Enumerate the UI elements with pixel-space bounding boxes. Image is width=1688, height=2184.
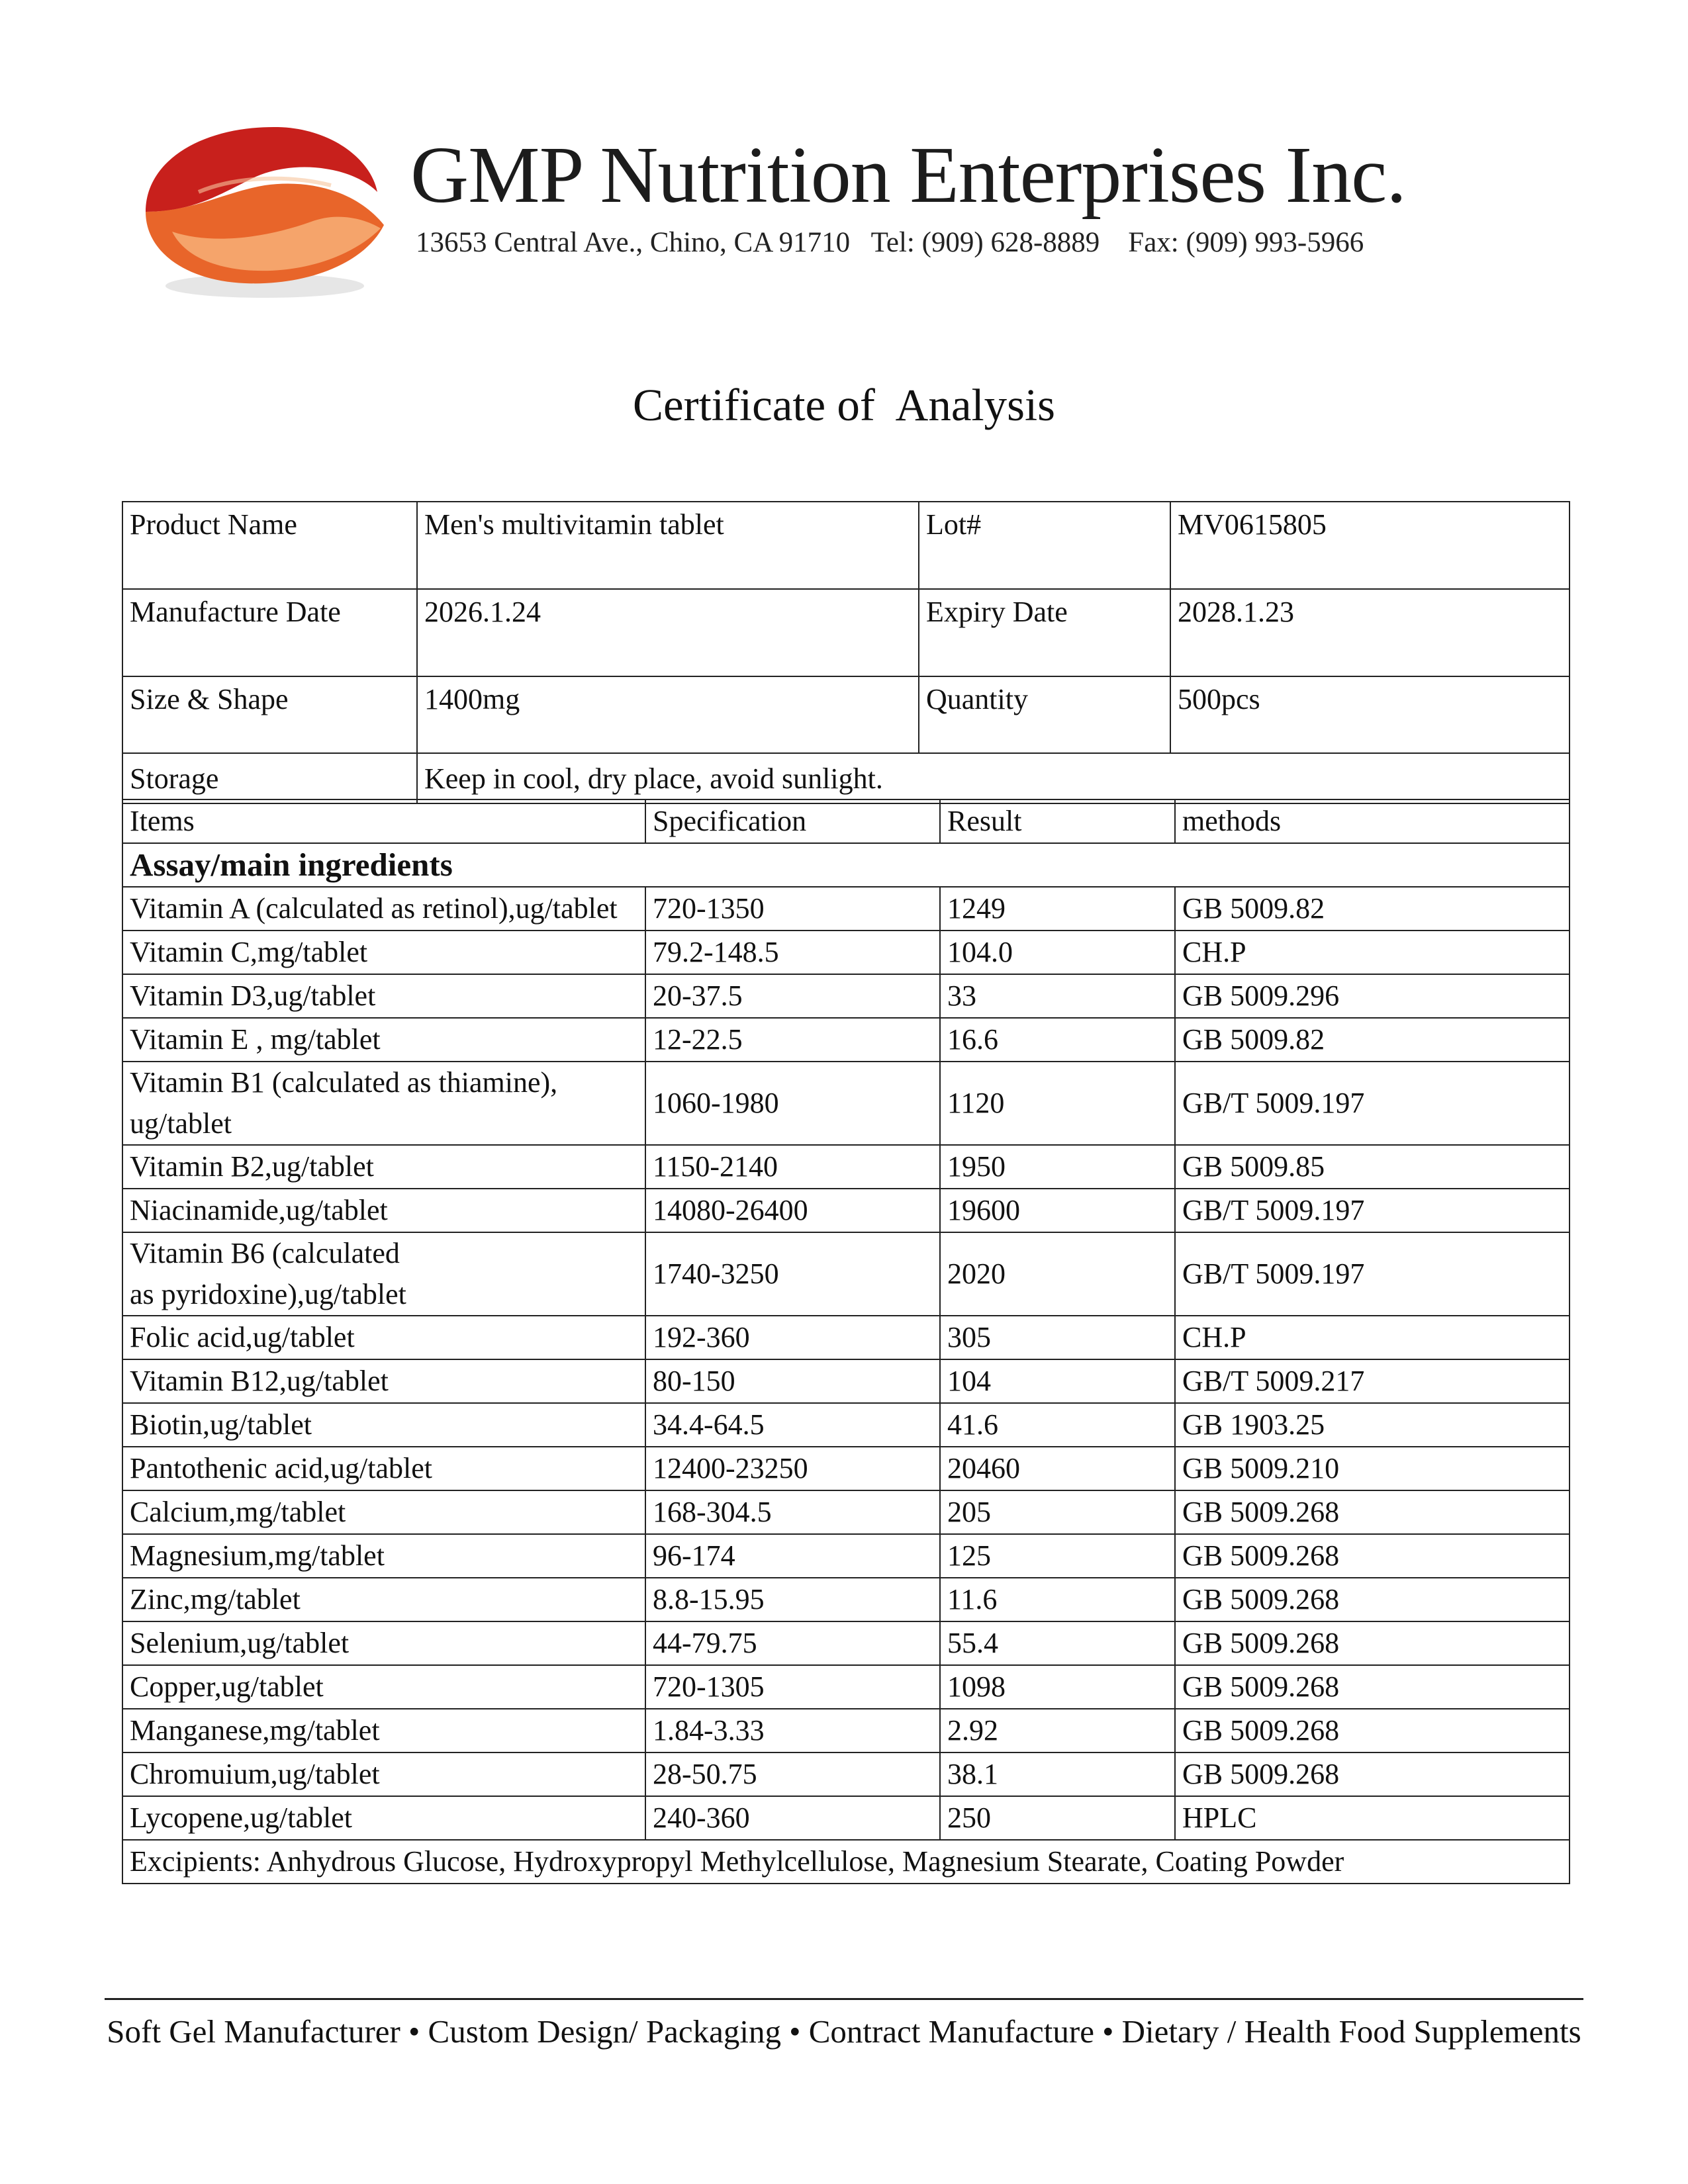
manufacture-date-value: 2026.1.24 bbox=[417, 589, 919, 676]
item-result: 1120 bbox=[940, 1062, 1175, 1145]
info-row bbox=[122, 753, 1570, 803]
item-name: Vitamin A (calculated as retinol),ug/tablet bbox=[122, 887, 645, 931]
item-method: GB 5009.268 bbox=[1175, 1578, 1570, 1621]
item-result: 1249 bbox=[940, 887, 1175, 931]
table-row bbox=[122, 1145, 1570, 1189]
item-name bbox=[122, 1062, 645, 1145]
item-specification: 28-50.75 bbox=[645, 1752, 940, 1796]
item-name: Lycopene,ug/tablet bbox=[122, 1796, 645, 1840]
item-name: Vitamin C,mg/tablet bbox=[122, 931, 645, 974]
item-specification: 192-360 bbox=[645, 1316, 940, 1359]
table-row bbox=[122, 1189, 1570, 1232]
item-result: 104.0 bbox=[940, 931, 1175, 974]
item-name: Vitamin E , mg/tablet bbox=[122, 1018, 645, 1062]
storage-label: Storage bbox=[122, 753, 417, 803]
table-row bbox=[122, 887, 1570, 931]
item-method: GB 5009.210 bbox=[1175, 1447, 1570, 1490]
header-methods: methods bbox=[1175, 799, 1570, 843]
item-method: GB 5009.268 bbox=[1175, 1752, 1570, 1796]
item-result: 205 bbox=[940, 1490, 1175, 1534]
table-row bbox=[122, 1359, 1570, 1403]
table-row bbox=[122, 1621, 1570, 1665]
header-items: Items bbox=[122, 799, 645, 843]
storage-value: Keep in cool, dry place, avoid sunlight. bbox=[417, 753, 1570, 803]
item-method: GB 5009.268 bbox=[1175, 1665, 1570, 1709]
analysis-table bbox=[122, 799, 1570, 1884]
item-method: CH.P bbox=[1175, 1316, 1570, 1359]
item-specification: 1740-3250 bbox=[645, 1232, 940, 1316]
item-result: 16.6 bbox=[940, 1018, 1175, 1062]
item-method: GB 5009.85 bbox=[1175, 1145, 1570, 1189]
item-result: 19600 bbox=[940, 1189, 1175, 1232]
table-row bbox=[122, 1534, 1570, 1578]
table-row bbox=[122, 1232, 1570, 1316]
info-row bbox=[122, 502, 1570, 589]
item-name: Pantothenic acid,ug/tablet bbox=[122, 1447, 645, 1490]
item-specification: 8.8-15.95 bbox=[645, 1578, 940, 1621]
item-method: HPLC bbox=[1175, 1796, 1570, 1840]
item-result: 38.1 bbox=[940, 1752, 1175, 1796]
header-specification: Specification bbox=[645, 799, 940, 843]
item-name: Magnesium,mg/tablet bbox=[122, 1534, 645, 1578]
item-specification: 720-1350 bbox=[645, 887, 940, 931]
table-row bbox=[122, 1709, 1570, 1752]
item-result: 104 bbox=[940, 1359, 1175, 1403]
item-name bbox=[122, 1232, 645, 1316]
item-result: 33 bbox=[940, 974, 1175, 1018]
item-name: Vitamin B12,ug/tablet bbox=[122, 1359, 645, 1403]
info-row bbox=[122, 589, 1570, 676]
item-method: GB 5009.268 bbox=[1175, 1709, 1570, 1752]
footer-tagline: Soft Gel Manufacturer • Custom Design/ Packaging • Contract Manufacture • Dietary / Health Food Supplements bbox=[107, 2013, 1581, 2050]
item-name: Zinc,mg/tablet bbox=[122, 1578, 645, 1621]
item-result: 55.4 bbox=[940, 1621, 1175, 1665]
item-name-line-1: Vitamin B6 (calculated bbox=[130, 1237, 400, 1269]
item-result: 11.6 bbox=[940, 1578, 1175, 1621]
section-title: Assay/main ingredients bbox=[122, 843, 1570, 887]
item-result: 125 bbox=[940, 1534, 1175, 1578]
section-row bbox=[122, 843, 1570, 887]
table-row bbox=[122, 1752, 1570, 1796]
item-name-line-1: Vitamin B1 (calculated as thiamine), bbox=[130, 1066, 558, 1099]
item-method: GB 5009.82 bbox=[1175, 1018, 1570, 1062]
table-row bbox=[122, 931, 1570, 974]
item-specification: 14080-26400 bbox=[645, 1189, 940, 1232]
excipients-row bbox=[122, 1840, 1570, 1884]
analysis-header-row bbox=[122, 799, 1570, 843]
item-specification: 1150-2140 bbox=[645, 1145, 940, 1189]
item-specification: 80-150 bbox=[645, 1359, 940, 1403]
size-shape-value: 1400mg bbox=[417, 676, 919, 753]
header-result: Result bbox=[940, 799, 1175, 843]
info-row bbox=[122, 676, 1570, 753]
lot-label: Lot# bbox=[919, 502, 1170, 589]
item-name: Calcium,mg/tablet bbox=[122, 1490, 645, 1534]
item-specification: 168-304.5 bbox=[645, 1490, 940, 1534]
item-result: 2020 bbox=[940, 1232, 1175, 1316]
quantity-label: Quantity bbox=[919, 676, 1170, 753]
company-name: GMP Nutrition Enterprises Inc. bbox=[410, 130, 1406, 220]
item-specification: 79.2-148.5 bbox=[645, 931, 940, 974]
item-method: GB/T 5009.197 bbox=[1175, 1189, 1570, 1232]
expiry-date-label: Expiry Date bbox=[919, 589, 1170, 676]
item-name: Vitamin D3,ug/tablet bbox=[122, 974, 645, 1018]
size-shape-label: Size & Shape bbox=[122, 676, 417, 753]
table-row bbox=[122, 1062, 1570, 1145]
table-row bbox=[122, 974, 1570, 1018]
item-name: Selenium,ug/tablet bbox=[122, 1621, 645, 1665]
expiry-date-value: 2028.1.23 bbox=[1170, 589, 1570, 676]
table-row bbox=[122, 1018, 1570, 1062]
product-name-value: Men's multivitamin tablet bbox=[417, 502, 919, 589]
lot-value: MV0615805 bbox=[1170, 502, 1570, 589]
item-specification: 44-79.75 bbox=[645, 1621, 940, 1665]
table-row bbox=[122, 1447, 1570, 1490]
quantity-value: 500pcs bbox=[1170, 676, 1570, 753]
table-row bbox=[122, 1490, 1570, 1534]
item-method: GB/T 5009.197 bbox=[1175, 1232, 1570, 1316]
item-specification: 20-37.5 bbox=[645, 974, 940, 1018]
document-title: Certificate of Analysis bbox=[632, 380, 1056, 430]
item-specification: 96-174 bbox=[645, 1534, 940, 1578]
item-specification: 34.4-64.5 bbox=[645, 1403, 940, 1447]
item-name: Manganese,mg/tablet bbox=[122, 1709, 645, 1752]
company-logo bbox=[132, 113, 397, 311]
table-row bbox=[122, 1403, 1570, 1447]
item-name-line-2: ug/tablet bbox=[130, 1107, 232, 1140]
manufacture-date-label: Manufacture Date bbox=[122, 589, 417, 676]
table-row bbox=[122, 1316, 1570, 1359]
item-method: GB/T 5009.217 bbox=[1175, 1359, 1570, 1403]
item-method: GB 5009.268 bbox=[1175, 1490, 1570, 1534]
product-info-table bbox=[122, 501, 1570, 804]
item-specification: 240-360 bbox=[645, 1796, 940, 1840]
item-specification: 12400-23250 bbox=[645, 1447, 940, 1490]
item-result: 41.6 bbox=[940, 1403, 1175, 1447]
footer-divider bbox=[105, 1998, 1583, 2000]
excipients-text: Excipients: Anhydrous Glucose, Hydroxypropyl Methylcellulose, Magnesium Stearate, Coating Powder bbox=[122, 1840, 1570, 1884]
item-name: Vitamin B2,ug/tablet bbox=[122, 1145, 645, 1189]
item-name: Niacinamide,ug/tablet bbox=[122, 1189, 645, 1232]
item-name: Copper,ug/tablet bbox=[122, 1665, 645, 1709]
item-method: GB 5009.296 bbox=[1175, 974, 1570, 1018]
item-method: GB 5009.268 bbox=[1175, 1534, 1570, 1578]
item-method: GB/T 5009.197 bbox=[1175, 1062, 1570, 1145]
item-result: 1098 bbox=[940, 1665, 1175, 1709]
item-specification: 720-1305 bbox=[645, 1665, 940, 1709]
item-result: 2.92 bbox=[940, 1709, 1175, 1752]
item-method: GB 5009.82 bbox=[1175, 887, 1570, 931]
table-row bbox=[122, 1665, 1570, 1709]
item-specification: 1060-1980 bbox=[645, 1062, 940, 1145]
item-method: CH.P bbox=[1175, 931, 1570, 974]
item-method: GB 1903.25 bbox=[1175, 1403, 1570, 1447]
item-method: GB 5009.268 bbox=[1175, 1621, 1570, 1665]
item-result: 305 bbox=[940, 1316, 1175, 1359]
item-result: 250 bbox=[940, 1796, 1175, 1840]
item-name-line-2: as pyridoxine),ug/tablet bbox=[130, 1278, 406, 1310]
company-contact-line: 13653 Central Ave., Chino, CA 91710 Tel: (909) 628-8889 Fax: (909) 993-5966 bbox=[416, 227, 1364, 258]
item-result: 1950 bbox=[940, 1145, 1175, 1189]
table-row bbox=[122, 1578, 1570, 1621]
item-name: Folic acid,ug/tablet bbox=[122, 1316, 645, 1359]
table-row bbox=[122, 1796, 1570, 1840]
item-result: 20460 bbox=[940, 1447, 1175, 1490]
item-name: Biotin,ug/tablet bbox=[122, 1403, 645, 1447]
item-name: Chromuium,ug/tablet bbox=[122, 1752, 645, 1796]
product-name-label: Product Name bbox=[122, 502, 417, 589]
item-specification: 12-22.5 bbox=[645, 1018, 940, 1062]
item-specification: 1.84-3.33 bbox=[645, 1709, 940, 1752]
